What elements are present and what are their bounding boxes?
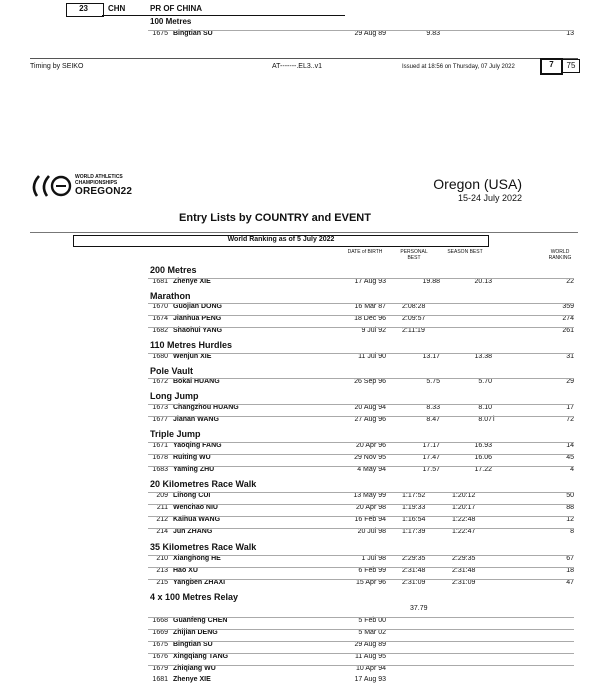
- athlete-name: Zhenye XIE: [173, 278, 211, 285]
- row-divider: [148, 378, 574, 379]
- table-row: [0, 629, 600, 640]
- event-heading-200m: 200 Metres: [150, 265, 197, 275]
- bib: 1673: [152, 404, 168, 411]
- athlete-name: Wenchao NIU: [173, 504, 218, 511]
- table-row: [0, 528, 600, 539]
- athlete-name: Xianghong HE: [173, 555, 221, 562]
- world-ranking: 29: [566, 378, 574, 385]
- col-header-wr-2: RANKING: [548, 255, 572, 261]
- athlete-name: Hao XU: [173, 567, 198, 574]
- table-row: [0, 454, 600, 465]
- table-row: [0, 653, 600, 664]
- world-ranking: 4: [570, 466, 574, 473]
- event-heading-4x100-relay: 4 x 100 Metres Relay: [150, 592, 239, 602]
- logo-line-1: WORLD ATHLETICS: [75, 174, 123, 180]
- personal-best: 9.83: [426, 30, 440, 37]
- bib: 212: [156, 516, 168, 523]
- event-heading-long-jump: Long Jump: [150, 391, 199, 401]
- world-ranking: 47: [566, 579, 574, 586]
- world-ranking: 14: [566, 442, 574, 449]
- row-divider: [148, 567, 574, 568]
- athlete-name: Guojian DONG: [173, 303, 222, 310]
- date-of-birth: 5 Feb 00: [358, 617, 386, 624]
- athlete-name: Bingtian SU: [173, 641, 213, 648]
- bib: 1669: [152, 629, 168, 636]
- personal-best: 2:11:19: [402, 327, 425, 334]
- row-divider: [148, 404, 574, 405]
- table-row: [0, 579, 600, 590]
- world-ranking: 8: [570, 528, 574, 535]
- date-of-birth: 15 Apr 96: [356, 579, 386, 586]
- personal-best: 1:17:39: [402, 528, 426, 535]
- bib: 215: [156, 579, 168, 586]
- world-ranking: 18: [566, 567, 574, 574]
- season-best: 2:29:35: [452, 555, 476, 562]
- world-ranking: 72: [566, 416, 574, 423]
- row-divider: [148, 442, 574, 443]
- bib: 1668: [152, 617, 168, 624]
- row-divider: [148, 466, 574, 467]
- athlete-name: Ruiting WU: [173, 454, 211, 461]
- location: Oregon (USA): [433, 176, 522, 192]
- date-of-birth: 9 Jul 92: [361, 327, 386, 334]
- athlete-name: Wenjun XIE: [173, 353, 212, 360]
- country-underline: [102, 15, 345, 16]
- row-divider: [148, 30, 574, 31]
- table-row: [0, 378, 600, 389]
- world-ranking: 12: [566, 516, 574, 523]
- season-best: 1:22:48: [452, 516, 476, 523]
- row-divider: [148, 579, 574, 580]
- athlete-name: Bingtian SU: [173, 30, 213, 37]
- personal-best: 1:19:33: [402, 504, 426, 511]
- date-of-birth: 17 Aug 93: [354, 278, 386, 285]
- date-of-birth: 10 Apr 94: [356, 665, 386, 672]
- indoor-mark-note: i: [493, 416, 495, 423]
- personal-best: 5.75: [426, 378, 440, 385]
- personal-best: 2:08:28: [402, 303, 426, 310]
- logo-line-2: CHAMPIONSHIPS: [75, 180, 118, 186]
- row-divider: [148, 504, 574, 505]
- personal-best: 17.57: [422, 466, 440, 473]
- event-heading-110m-hurdles: 110 Metres Hurdles: [150, 340, 233, 350]
- event-heading-35km-walk: 35 Kilometres Race Walk: [150, 542, 257, 552]
- athlete-name: Zhiqiang WU: [173, 665, 216, 672]
- world-ranking: 261: [562, 327, 574, 334]
- personal-best: 8.33: [426, 404, 440, 411]
- date-of-birth: 11 Aug 95: [354, 653, 386, 660]
- bib: 1670: [152, 303, 168, 310]
- prev-table-row: [0, 30, 600, 41]
- col-header-pb-1: PERSONAL: [400, 249, 428, 255]
- page-total: 75: [566, 61, 576, 70]
- table-row: [0, 676, 600, 687]
- bib: 1681: [152, 278, 168, 285]
- relay-team-season-best: 37.79: [410, 605, 428, 612]
- season-best: 2:31:48: [452, 567, 476, 574]
- athlete-name: Bokai HUANG: [173, 378, 220, 385]
- season-best: 17.22: [474, 466, 492, 473]
- championships-logo: [30, 172, 140, 200]
- date-of-birth: 18 Dec 96: [354, 315, 386, 322]
- bib: 1681: [152, 676, 168, 683]
- col-header-sb: SEASON BEST: [447, 249, 483, 255]
- personal-best: 2:31:48: [402, 567, 426, 574]
- issued-text: Issued at 18:56 on Thursday, 07 July 2022: [402, 64, 515, 70]
- date-of-birth: 29 Aug 89: [354, 641, 386, 648]
- athlete-name: Jianhua PENG: [173, 315, 222, 322]
- row-divider: [148, 516, 574, 517]
- world-ranking: 31: [566, 353, 574, 360]
- world-ranking: 274: [562, 315, 574, 322]
- date-of-birth: 16 Mar 87: [354, 303, 386, 310]
- athlete-name: Xingqiang TANG: [173, 653, 229, 660]
- table-row: [0, 665, 600, 676]
- personal-best: 1:17:52: [402, 492, 426, 499]
- date-of-birth: 6 Feb 99: [358, 567, 386, 574]
- table-row: [0, 555, 600, 566]
- bib: 1674: [152, 315, 168, 322]
- bib: 1675: [152, 641, 168, 648]
- bib: 1683: [152, 466, 168, 473]
- season-best: 16.06: [474, 454, 492, 461]
- athlete-name: Zhenye XIE: [173, 676, 211, 683]
- date-of-birth: 4 May 94: [357, 466, 386, 473]
- date-of-birth: 29 Nov 95: [354, 454, 386, 461]
- title-rule: [30, 232, 578, 233]
- athlete-name: Jun ZHANG: [173, 528, 213, 535]
- row-divider: [148, 492, 574, 493]
- bib: 1679: [152, 665, 168, 672]
- bib: 210: [156, 555, 168, 562]
- country-code: CHN: [108, 4, 126, 13]
- date-of-birth: 27 Aug 96: [354, 416, 386, 423]
- bib: 1680: [152, 353, 168, 360]
- date-of-birth: 11 Jul 90: [358, 353, 386, 360]
- bib: 209: [156, 492, 168, 499]
- row-divider: [148, 653, 574, 654]
- bib: 1676: [152, 653, 168, 660]
- table-row: [0, 516, 600, 527]
- date-of-birth: 20 Apr 96: [356, 442, 386, 449]
- athlete-name: Changzhou HUANG: [173, 404, 239, 411]
- table-row: [0, 327, 600, 338]
- personal-best: 2:29:35: [402, 555, 426, 562]
- athlete-name: Shaohui YANG: [173, 327, 223, 334]
- season-best: 8.10: [478, 404, 492, 411]
- row-divider: [148, 416, 574, 417]
- athlete-name: Yangben ZHAXI: [173, 579, 226, 586]
- bib: 1671: [152, 442, 168, 449]
- personal-best: 2:09:57: [402, 315, 426, 322]
- date-of-birth: 1 Jul 98: [361, 555, 386, 562]
- table-row: [0, 353, 600, 364]
- championship-dates: 15-24 July 2022: [457, 193, 522, 203]
- bib: 214: [156, 528, 168, 535]
- world-ranking: 22: [566, 278, 574, 285]
- document-code: AT-------.EL3..v1: [272, 63, 323, 70]
- season-best: 20.13: [474, 278, 492, 285]
- logo-mark-icon: [30, 174, 78, 198]
- season-best: 2:31:09: [452, 579, 476, 586]
- event-heading-pole-vault: Pole Vault: [150, 366, 194, 376]
- table-row: [0, 278, 600, 289]
- world-ranking: 17: [566, 404, 574, 411]
- athlete-name: Zhijian DENG: [173, 629, 218, 636]
- athlete-name: Yaming ZHU: [173, 466, 215, 473]
- date-of-birth: 20 Jul 98: [357, 528, 386, 535]
- athlete-name: Kaihua WANG: [173, 516, 221, 523]
- row-divider: [148, 278, 574, 279]
- table-row: [0, 466, 600, 477]
- season-best: 1:22:47: [452, 528, 476, 535]
- personal-best: 2:31:09: [402, 579, 426, 586]
- date-of-birth: 13 May 99: [353, 492, 386, 499]
- page-number: 7: [549, 60, 554, 69]
- personal-best: 13.17: [422, 353, 440, 360]
- row-divider: [148, 555, 574, 556]
- col-header-pb-2: BEST: [407, 255, 421, 261]
- row-divider: [148, 303, 574, 304]
- row-divider: [148, 454, 574, 455]
- personal-best: 8.47: [426, 416, 440, 423]
- table-row: [0, 504, 600, 515]
- date-of-birth: 26 Sep 96: [354, 378, 386, 385]
- event-heading-20km-walk: 20 Kilometres Race Walk: [150, 479, 257, 489]
- country-number: 23: [79, 4, 88, 13]
- col-header-wr-1: WORLD: [550, 249, 570, 255]
- season-best: 16.93: [474, 442, 492, 449]
- table-row: [0, 404, 600, 415]
- prev-event-name: 100 Metres: [150, 17, 192, 26]
- bib: 1677: [152, 416, 168, 423]
- table-row: [0, 315, 600, 326]
- event-heading-marathon: Marathon: [150, 291, 191, 301]
- date-of-birth: 17 Aug 93: [354, 676, 386, 683]
- logo-line-3: OREGON22: [75, 186, 133, 197]
- season-best: 1:20:17: [452, 504, 476, 511]
- date-of-birth: 20 Aug 94: [354, 404, 386, 411]
- personal-best: 1:16:54: [402, 516, 426, 523]
- row-divider: [148, 327, 574, 328]
- ranking-box-text: World Ranking as of 5 July 2022: [227, 236, 335, 243]
- bib: 1682: [152, 327, 168, 334]
- row-divider: [148, 315, 574, 316]
- personal-best: 17.17: [422, 442, 440, 449]
- world-ranking: 45: [566, 454, 574, 461]
- season-best: 13.38: [474, 353, 492, 360]
- world-ranking: 88: [566, 504, 574, 511]
- table-row: [0, 442, 600, 453]
- season-best: 5.70: [478, 378, 492, 385]
- date-of-birth: 29 Aug 89: [354, 30, 386, 37]
- table-row: [0, 617, 600, 628]
- row-divider: [148, 641, 574, 642]
- season-best: 8.07: [478, 416, 492, 423]
- personal-best: 17.47: [422, 454, 440, 461]
- season-best: 1:20:12: [452, 492, 476, 499]
- timing-credit: Timing by SEIKO: [30, 63, 84, 70]
- athlete-name: Jianan WANG: [173, 416, 219, 423]
- country-name: PR OF CHINA: [150, 4, 202, 13]
- personal-best: 19.88: [422, 278, 440, 285]
- table-row: [0, 641, 600, 652]
- table-row: [0, 416, 600, 427]
- athlete-name: Yaoqing FANG: [173, 442, 222, 449]
- row-divider: [148, 629, 574, 630]
- bib: 1678: [152, 454, 168, 461]
- col-header-dob: DATE of BIRTH: [347, 249, 383, 255]
- row-divider: [148, 665, 574, 666]
- world-ranking: 13: [566, 30, 574, 37]
- world-ranking: 359: [562, 303, 574, 310]
- athlete-name: Lihong CUI: [173, 492, 211, 499]
- row-divider: [148, 617, 574, 618]
- row-divider: [148, 528, 574, 529]
- athlete-name: Guanfeng CHEN: [173, 617, 228, 624]
- world-ranking: 67: [566, 555, 574, 562]
- table-row: [0, 492, 600, 503]
- date-of-birth: 5 Mar 02: [358, 629, 386, 636]
- date-of-birth: 20 Apr 98: [356, 504, 386, 511]
- page-title: Entry Lists by COUNTRY and EVENT: [179, 212, 371, 224]
- world-ranking: 50: [566, 492, 574, 499]
- bib: 213: [156, 567, 168, 574]
- row-divider: [148, 353, 574, 354]
- footer-rule: [30, 58, 578, 59]
- event-heading-triple-jump: Triple Jump: [150, 429, 201, 439]
- bib: 1672: [152, 378, 168, 385]
- table-row: [0, 567, 600, 578]
- bib: 1675: [152, 30, 168, 37]
- bib: 211: [156, 504, 168, 511]
- date-of-birth: 16 Feb 94: [354, 516, 386, 523]
- table-row: [0, 303, 600, 314]
